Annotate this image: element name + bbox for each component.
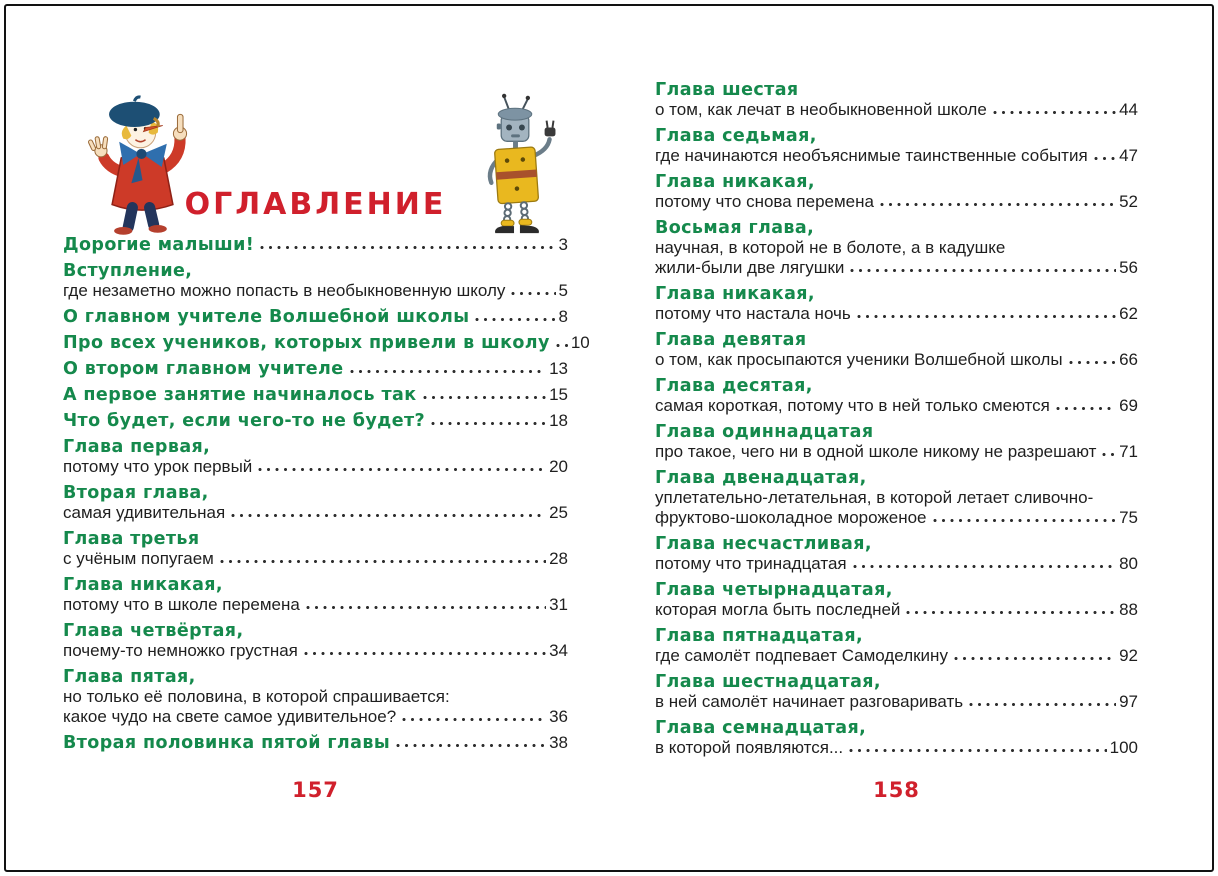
chapter-title: Вторая глава, [63,483,209,503]
chapter-subtitle: где самолёт подпевает Самоделкину [655,646,948,665]
contents-header [63,85,568,233]
chapter-title: Глава четырнадцатая, [655,580,893,600]
toc-entry [63,667,568,727]
toc-entry [655,376,1138,416]
chapter-subtitle: потому что настала ночь [655,304,851,323]
chapter-subtitle: какое чудо на свете самое удивительное? [63,707,397,726]
toc-entry [63,575,568,615]
dot-leader [511,291,555,296]
folio-number-left: 157 [292,778,339,802]
chapter-subtitle: потому что урок первый [63,457,253,476]
chapter-title: Дорогие малыши! [63,235,255,255]
chapter-page-number: 88 [1119,600,1138,619]
dot-leader [1069,360,1117,365]
chapter-page-number: 100 [1109,738,1138,757]
chapter-title: Глава одиннадцатая [655,422,874,442]
dot-leader [396,743,546,748]
dot-leader [475,317,555,322]
chapter-subtitle: которая могла быть последней [655,600,901,619]
chapter-subtitle: фруктово-шоколадное мороженое [655,508,927,527]
dot-leader [849,748,1107,753]
dot-leader [993,110,1116,115]
page-title: ОГЛАВЛЕНИЕ [184,187,447,222]
chapter-page-number: 13 [549,359,568,378]
chapter-subtitle: в которой появляются... [655,738,844,757]
chapter-title: Глава двенадцатая, [655,468,867,488]
chapter-page-number: 3 [558,235,568,254]
chapter-page-number: 71 [1119,442,1138,461]
chapter-page-number: 80 [1119,554,1138,573]
chapter-title: Глава никакая, [63,575,223,595]
folio-number-right: 158 [873,778,920,802]
chapter-page-number: 8 [558,307,568,326]
chapter-title: О втором главном учителе [63,359,344,379]
chapter-page-number: 18 [549,411,568,430]
chapter-title: Глава седьмая, [655,126,817,146]
chapter-page-number: 5 [558,281,568,300]
toc-entry [63,529,568,569]
toc-entry [63,483,568,523]
toc-list-left [63,235,590,753]
dot-leader [402,717,546,722]
chapter-page-number: 75 [1119,508,1138,527]
dot-leader [857,314,1116,319]
chapter-subtitle: потому что в школе перемена [63,595,300,614]
chapter-subtitle: самая удивительная [63,503,226,522]
chapter-title: Глава никакая, [655,284,815,304]
dot-leader [231,513,546,518]
chapter-subtitle: научная, в которой не в болоте, а в кадушке [655,238,1006,257]
toc-entry [655,330,1138,370]
chapter-subtitle: где незаметно можно попасть в необыкновенную школу [63,281,506,300]
toc-entry [63,261,568,301]
chapter-page-number: 31 [549,595,568,614]
toc-entry [655,534,1138,574]
toc-entry [655,172,1138,212]
chapter-page-number: 47 [1119,146,1138,165]
chapter-title: Про всех учеников, которых привели в школу [63,333,550,353]
chapter-title: О главном учителе Волшебной школы [63,307,470,327]
chapter-title: Глава пятая, [63,667,196,687]
chapter-subtitle: уплетательно-летательная, в которой летает сливочно- [655,488,1094,507]
samodelkin-robot-icon [460,91,572,239]
dot-leader [258,467,546,472]
chapter-subtitle: о том, как просыпаются ученики Волшебной школы [655,350,1063,369]
chapter-subtitle: потому что тринадцатая [655,554,847,573]
toc-entry [63,411,568,431]
dot-leader [906,610,1116,615]
samodelkin-robot-illustration [460,91,572,244]
chapter-subtitle: самая короткая, потому что в ней только смеются [655,396,1050,415]
dot-leader [1102,452,1116,457]
dot-leader [220,559,546,564]
chapter-title: Глава несчастливая, [655,534,872,554]
chapter-page-number: 20 [549,457,568,476]
chapter-page-number: 52 [1119,192,1138,211]
chapter-page-number: 34 [549,641,568,660]
toc-entry [63,307,568,327]
toc-entry [63,733,568,753]
toc-entry [655,580,1138,620]
chapter-page-number: 62 [1119,304,1138,323]
dot-leader [423,395,547,400]
chapter-title: Глава десятая, [655,376,813,396]
dot-leader [350,369,547,374]
chapter-page-number: 25 [549,503,568,522]
chapter-title: Глава первая, [63,437,211,457]
chapter-title: Глава никакая, [655,172,815,192]
toc-entry [655,126,1138,166]
dot-leader [850,268,1116,273]
chapter-subtitle: о том, как лечат в необыкновенной школе [655,100,987,119]
dot-leader [260,245,555,250]
chapter-title: Глава шестая [655,80,799,100]
chapter-subtitle: потому что снова перемена [655,192,874,211]
chapter-title: Вторая половинка пятой главы [63,733,391,753]
dot-leader [1056,406,1116,411]
toc-entry [655,468,1138,528]
chapter-title: А первое занятие начиналось так [63,385,417,405]
toc-entry [655,672,1138,712]
chapter-page-number: 36 [549,707,568,726]
toc-entry [63,385,568,405]
chapter-subtitle: жили-были две лягушки [655,258,845,277]
chapter-title: Что будет, если чего-то не будет? [63,411,426,431]
dot-leader [1094,156,1116,161]
chapter-title: Глава четвёртая, [63,621,244,641]
chapter-subtitle: в ней самолёт начинает разговаривать [655,692,964,711]
dot-leader [954,656,1116,661]
toc-entry [63,359,568,379]
chapter-title: Глава третья [63,529,200,549]
toc-entry [63,621,568,661]
chapter-page-number: 66 [1119,350,1138,369]
chapter-title: Восьмая глава, [655,218,815,238]
dot-leader [969,702,1116,707]
chapter-page-number: 56 [1119,258,1138,277]
left-page-column [63,85,590,759]
dot-leader [933,518,1117,523]
chapter-page-number: 44 [1119,100,1138,119]
chapter-page-number: 97 [1119,692,1138,711]
toc-entry [63,437,568,477]
dot-leader [853,564,1116,569]
chapter-title: Глава девятая [655,330,807,350]
toc-entry [655,218,1138,278]
chapter-subtitle: но только её половина, в которой спрашивается: [63,687,450,706]
chapter-title: Вступление, [63,261,193,281]
toc-entry [655,284,1138,324]
chapter-page-number: 92 [1119,646,1138,665]
chapter-page-number: 69 [1119,396,1138,415]
chapter-subtitle: почему-то немножко грустная [63,641,298,660]
chapter-page-number: 10 [570,333,590,352]
dot-leader [306,605,546,610]
chapter-subtitle: про такое, чего ни в одной школе никому не разрешают [655,442,1097,461]
toc-entry [655,626,1138,666]
toc-entry [655,718,1138,758]
chapter-page-number: 28 [549,549,568,568]
chapter-subtitle: с учёным попугаем [63,549,214,568]
chapter-subtitle: где начинаются необъяснимые таинственные события [655,146,1088,165]
toc-entry [655,422,1138,462]
toc-entry [63,333,590,353]
dot-leader [304,651,546,656]
toc-entry [655,80,1138,120]
dot-leader [880,202,1116,207]
chapter-page-number: 15 [549,385,568,404]
chapter-title: Глава пятнадцатая, [655,626,864,646]
toc-list-right [655,80,1138,758]
dot-leader [556,343,568,348]
right-page-column [655,80,1138,764]
chapter-page-number: 38 [549,733,568,752]
dot-leader [431,421,546,426]
chapter-title: Глава семнадцатая, [655,718,867,738]
chapter-title: Глава шестнадцатая, [655,672,881,692]
